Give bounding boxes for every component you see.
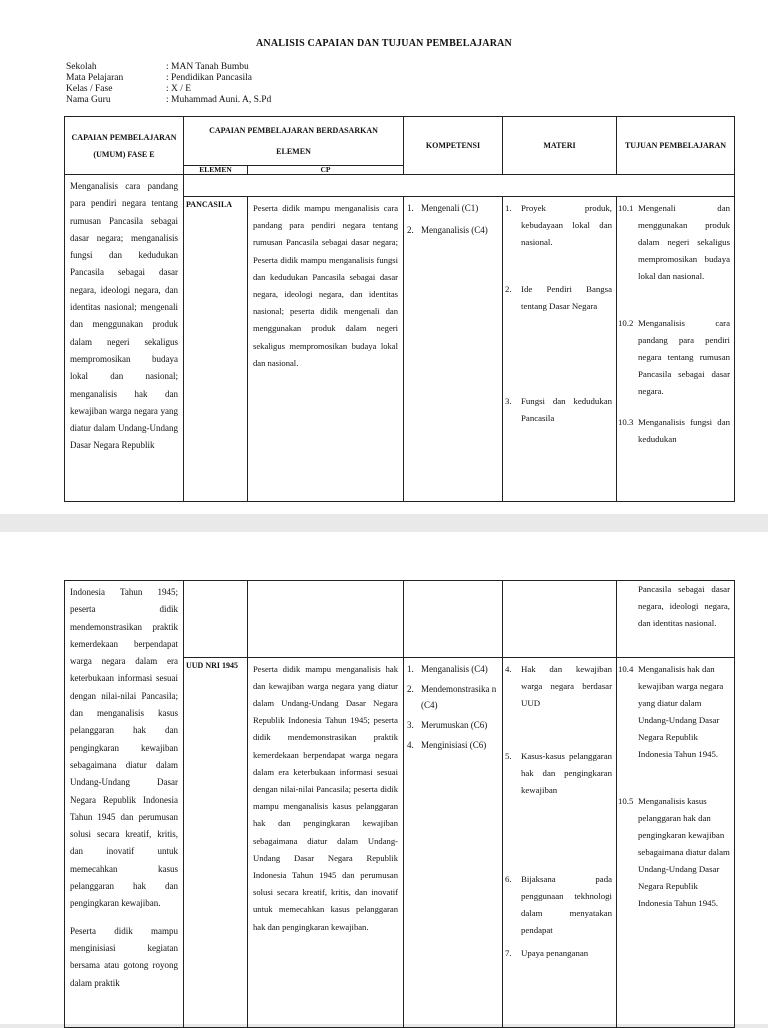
list-item bbox=[618, 315, 730, 400]
meta-row-teacher bbox=[66, 95, 271, 106]
meta-row-school bbox=[66, 62, 271, 73]
header-kompetensi: KOMPETENSI bbox=[404, 117, 503, 175]
item-text: Hak dan kewajiban warga negara berdasar UUD bbox=[521, 663, 612, 708]
empty-cell bbox=[184, 581, 248, 658]
item-text: Upaya penanganan bbox=[521, 947, 589, 958]
tujuan-list bbox=[617, 197, 734, 501]
item-text: Fungsi dan kedudukan Pancasila bbox=[521, 396, 613, 423]
capaian-umum-part-b: Peserta didik mampu menginisiasi kegiatan bersama atau gotong royong dalam praktik bbox=[70, 925, 178, 988]
list-item bbox=[407, 717, 498, 733]
meta-key: Kelas / Fase bbox=[66, 84, 113, 94]
item-number: 7. bbox=[505, 947, 512, 958]
item-text: Menganalisis (C4) bbox=[421, 225, 488, 235]
list-item bbox=[618, 793, 730, 912]
list-item bbox=[505, 393, 612, 427]
item-text: Merumuskan (C6) bbox=[421, 719, 488, 730]
cell-elemen bbox=[184, 197, 248, 502]
item-number: 10.4 bbox=[618, 663, 634, 674]
item-number: 4. bbox=[407, 739, 414, 750]
elemen-text: UUD NRI 1945 bbox=[186, 660, 238, 670]
item-number: 10.1 bbox=[618, 203, 634, 213]
tujuan-list bbox=[617, 658, 734, 912]
kompetensi-list bbox=[404, 197, 502, 238]
meta-value: : Pendidikan Pancasila bbox=[166, 73, 253, 83]
document-meta bbox=[66, 62, 271, 106]
list-item bbox=[618, 200, 730, 285]
item-number: 10.2 bbox=[618, 318, 634, 328]
meta-value: : Muhammad Auni. A, S.Pd bbox=[166, 95, 272, 105]
cell-materi bbox=[503, 197, 617, 502]
cp-text: Peserta didik mampu menganalisis hak dan kewajiban warga negara yang diatur dalam Undang-Undang Dasar Negara Republik Indonesia Tahun 1945; peserta didik mendemonstrasikan praktik kemerdekaan berpendapat warga negara dalam era keterbukaan informasi sesuai dengan nilai-nilai Pancasila; peserta didik mampu menganalisis kasus pelanggaran hak dan pengingkaran kewajiban sebagaimana diatur dalam Undang-Undang Dasar Negara Republik Indonesia Tahun 1945 dan perumusan solusi secara kreatif, kritis, dan inovatif untuk memecahkan kasus pelanggaran hak dan pengingkaran kewajiban. bbox=[253, 663, 398, 932]
item-number: 1. bbox=[407, 663, 414, 674]
capaian-umum-part-a: Indonesia Tahun 1945; peserta didik mendemonstrasikan praktik kemerdekaan berpendapat warga negara dalam era keterbukaan informasi sesuai dengan nilai-nilai Pancasila; dan menganalisis kasus pelanggaran hak dan pengingkaran kewajiban sebagaimana diatur dalam Undang-Undang Dasar Negara Republik Indonesia Tahun 1945 dan perumusan solusi secara kreatif, kritis, dan inovatif untuk memecahkan kasus pelanggaran hak dan pengingkaran kewajiban. bbox=[70, 587, 178, 909]
cell-tujuan bbox=[617, 197, 735, 502]
capaian-umum-text: Menganalisis cara pandang para pendiri negara tentang rumusan Pancasila sebagai dasar negara; menganalisis fungsi dan kedudukan Pancasila sebagai dasar negara, ideologi negara, dan identitas nasional; mengenali dan menggunakan produk dalam negeri sekaligus mempromosikan budaya lokal dan nasional; menganalisis hak dan kewajiban warga negara yang diatur dalam Undang-Undang Dasar Negara Republik bbox=[70, 181, 178, 451]
meta-value: : X / E bbox=[166, 84, 192, 94]
list-item bbox=[407, 222, 498, 238]
item-number: 5. bbox=[505, 750, 512, 761]
item-number: 1. bbox=[505, 203, 512, 213]
item-text: Bijaksana pada penggunaan tekhnologi dalam menyatakan pendapat bbox=[521, 873, 612, 935]
header-cp: CP bbox=[248, 166, 404, 175]
analysis-table-page-2 bbox=[64, 580, 735, 1028]
item-text: Ide Pendiri Bangsa tentang Dasar Negara bbox=[521, 284, 613, 311]
meta-key: Mata Pelajaran bbox=[66, 73, 124, 83]
meta-value: : MAN Tanah Bumbu bbox=[166, 62, 249, 72]
item-number: 10.5 bbox=[618, 795, 634, 806]
item-number: 3. bbox=[407, 719, 414, 730]
item-text: Mendemonstrasika n (C4) bbox=[421, 683, 497, 710]
list-item bbox=[407, 200, 498, 216]
cell-cp bbox=[248, 657, 404, 1028]
item-number: 10.3 bbox=[618, 417, 634, 427]
elemen-text: PANCASILA bbox=[186, 200, 233, 209]
cell-elemen bbox=[184, 657, 248, 1028]
list-item bbox=[505, 200, 612, 251]
item-text: Mengenali (C1) bbox=[421, 203, 479, 213]
item-number: 1. bbox=[407, 203, 414, 213]
item-text: Kasus-kasus pelanggaran hak dan pengingkaran kewajiban bbox=[521, 750, 612, 795]
header-tujuan: TUJUAN PEMBELAJARAN bbox=[617, 117, 735, 175]
list-item bbox=[407, 661, 498, 677]
item-text: Menganalisis kasus pelanggaran hak dan pengingkaran kewajiban sebagaimana diatur dalam Undang-Undang Dasar Negara Republik Indonesia Tahun 1945. bbox=[638, 795, 730, 908]
list-item bbox=[505, 748, 612, 799]
list-item bbox=[407, 681, 498, 713]
list-item bbox=[505, 661, 612, 712]
header-capaian-elemen: CAPAIAN PEMBELAJARAN BERDASARKAN ELEMEN bbox=[184, 117, 404, 166]
item-text: Menganalisis (C4) bbox=[421, 663, 488, 674]
item-number: 3. bbox=[505, 396, 512, 406]
list-item bbox=[505, 871, 612, 939]
header-materi: MATERI bbox=[503, 117, 617, 175]
meta-row-subject bbox=[66, 73, 271, 84]
meta-key: Nama Guru bbox=[66, 95, 111, 105]
analysis-table-page-1 bbox=[64, 116, 735, 502]
cell-kompetensi bbox=[404, 197, 503, 502]
cell-tujuan-cont bbox=[617, 581, 735, 658]
list-item bbox=[505, 281, 612, 315]
materi-list bbox=[503, 197, 616, 427]
document-page-2 bbox=[0, 532, 768, 1024]
spacer-cell bbox=[184, 175, 735, 197]
empty-cell bbox=[503, 581, 617, 658]
meta-row-class bbox=[66, 84, 271, 95]
header-elemen: ELEMEN bbox=[184, 166, 248, 175]
kompetensi-list bbox=[404, 658, 502, 753]
cell-kompetensi bbox=[404, 657, 503, 1028]
cell-materi bbox=[503, 657, 617, 1028]
cell-tujuan bbox=[617, 657, 735, 1028]
list-item bbox=[618, 414, 730, 448]
cell-cp bbox=[248, 197, 404, 502]
tujuan-cont-text: Pancasila sebagai dasar negara, ideologi negara, dan identitas nasional. bbox=[638, 584, 730, 628]
item-text: Proyek produk, kebudayaan lokal dan nasional. bbox=[521, 203, 613, 247]
item-number: 4. bbox=[505, 663, 512, 674]
cell-capaian-umum bbox=[65, 175, 184, 502]
item-text: Menganalisis hak dan kewajiban warga negara yang diatur dalam Undang-Undang Dasar Negara Republik Indonesia Tahun 1945. bbox=[638, 663, 724, 759]
item-text: Menganalisis cara pandang para pendiri negara tentang rumusan Pancasila sebagai dasar negara. bbox=[638, 318, 731, 396]
item-number: 6. bbox=[505, 873, 512, 884]
item-text: Menganalisis fungsi dan kedudukan bbox=[638, 417, 731, 444]
empty-cell bbox=[248, 581, 404, 658]
cell-capaian-umum-cont bbox=[65, 581, 184, 1028]
empty-cell bbox=[404, 581, 503, 658]
item-text: Menginisiasi (C6) bbox=[421, 739, 487, 750]
item-number: 2. bbox=[505, 284, 512, 294]
item-number: 2. bbox=[407, 683, 414, 694]
list-item bbox=[407, 737, 498, 753]
capaian-umum-cont-text bbox=[65, 581, 183, 1027]
header-capaian-umum: CAPAIAN PEMBELAJARAN (UMUM) FASE E bbox=[65, 117, 184, 175]
cp-text: Peserta didik mampu menganalisis cara pandang para pendiri negara tentang rumusan Pancasila sebagai dasar negara; Peserta didik mampu menganalisis fungsi dan kedudukan Pancasila sebagai dasar negara, ideologi negara, dan identitas nasional; peserta didik mengenali dan menggunakan produk dalam negeri sekaligus mempromosikan budaya lokal dan nasional. bbox=[253, 203, 399, 368]
list-item bbox=[505, 945, 612, 962]
meta-key: Sekolah bbox=[66, 62, 97, 72]
materi-list bbox=[503, 658, 616, 1025]
item-text: Mengenali dan menggunakan produk dalam negeri sekaligus mempromosikan budaya lokal dan nasional. bbox=[638, 203, 731, 281]
list-item bbox=[618, 661, 730, 763]
document-title: ANALISIS CAPAIAN DAN TUJUAN PEMBELAJARAN bbox=[256, 38, 512, 49]
item-number: 2. bbox=[407, 225, 414, 235]
